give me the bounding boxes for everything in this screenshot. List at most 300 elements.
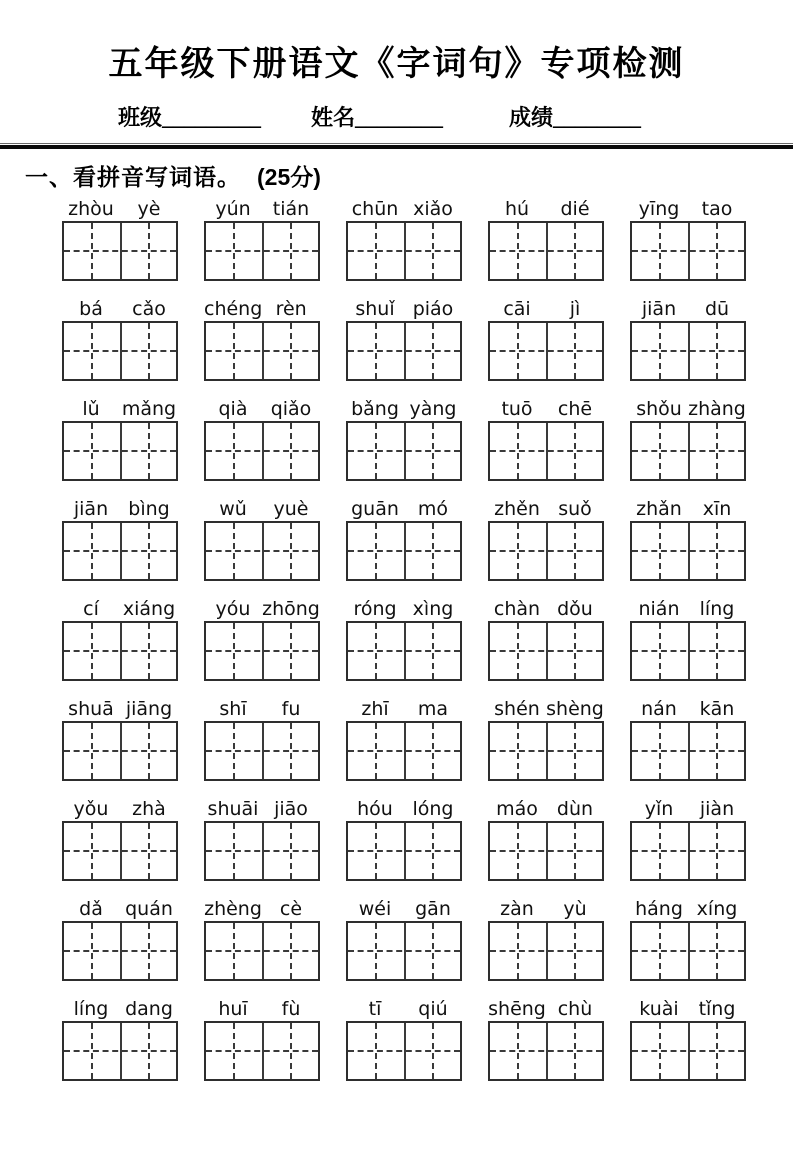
pinyin-word-group <box>62 195 178 281</box>
writing-box <box>488 721 604 781</box>
writing-cell <box>546 423 602 479</box>
pinyin-word-group <box>62 895 178 981</box>
pinyin-syllable: lǔ <box>82 398 100 420</box>
pinyin-syllable: qiǎo <box>270 398 312 420</box>
pinyin-syllable: chē <box>557 398 593 420</box>
writing-box <box>488 421 604 481</box>
pinyin-syllable: hóu <box>357 798 393 820</box>
word-row <box>0 195 793 281</box>
pinyin-syllable: dū <box>704 298 730 320</box>
pinyin-word <box>488 995 604 1021</box>
writing-cell <box>348 323 404 379</box>
pinyin-syllable: máo <box>496 798 538 820</box>
writing-box <box>488 821 604 881</box>
writing-cell <box>546 1023 602 1079</box>
writing-cell <box>120 723 176 779</box>
writing-cell <box>688 623 744 679</box>
section-points: (25分) <box>257 164 321 190</box>
writing-box <box>346 621 462 681</box>
pinyin-word-group <box>62 795 178 881</box>
pinyin-syllable: yīng <box>638 198 680 220</box>
worksheet-page <box>0 36 793 1158</box>
word-row <box>0 895 793 981</box>
header-fields <box>0 101 793 132</box>
pinyin-word-group <box>204 695 320 781</box>
pinyin-syllable: xiáng <box>122 598 176 620</box>
word-row <box>0 795 793 881</box>
pinyin-word-group <box>488 495 604 581</box>
writing-box <box>488 921 604 981</box>
writing-cell <box>546 323 602 379</box>
pinyin-syllable: huī <box>218 998 248 1020</box>
writing-cell <box>490 323 546 379</box>
word-row <box>0 495 793 581</box>
pinyin-word-group <box>204 395 320 481</box>
pinyin-word <box>204 495 320 521</box>
pinyin-word <box>488 195 604 221</box>
pinyin-syllable: jì <box>569 298 581 320</box>
writing-cell <box>120 823 176 879</box>
pinyin-syllable: fù <box>281 998 301 1020</box>
writing-cell <box>262 823 318 879</box>
writing-cell <box>632 523 688 579</box>
writing-box <box>630 221 746 281</box>
writing-box <box>204 321 320 381</box>
class-label: 班级 <box>118 105 163 130</box>
pinyin-syllable: chéng <box>204 298 263 320</box>
pinyin-syllable: jiāng <box>125 698 173 720</box>
pinyin-syllable: qiú <box>418 998 448 1020</box>
writing-cell <box>206 423 262 479</box>
pinyin-syllable: mó <box>417 498 449 520</box>
pinyin-syllable: róng <box>353 598 397 620</box>
pinyin-syllable: shēng <box>488 998 546 1020</box>
pinyin-syllable: háng <box>635 898 683 920</box>
writing-box <box>346 921 462 981</box>
pinyin-word-group <box>204 595 320 681</box>
pinyin-word-group <box>204 195 320 281</box>
writing-box <box>204 721 320 781</box>
name-label: 姓名 <box>311 105 356 130</box>
pinyin-word <box>62 795 178 821</box>
pinyin-syllable: chūn <box>351 198 399 220</box>
pinyin-syllable: mǎng <box>121 398 177 420</box>
pinyin-word <box>346 495 462 521</box>
pinyin-syllable: xīn <box>702 498 732 520</box>
pinyin-syllable: yún <box>215 198 251 220</box>
writing-cell <box>546 223 602 279</box>
writing-cell <box>632 823 688 879</box>
pinyin-syllable: jiān <box>73 498 109 520</box>
writing-box <box>488 321 604 381</box>
pinyin-syllable: cè <box>279 898 303 920</box>
pinyin-word <box>62 395 178 421</box>
pinyin-syllable: fu <box>281 698 301 720</box>
pinyin-syllable: yù <box>563 898 587 920</box>
pinyin-word <box>204 695 320 721</box>
pinyin-word-group <box>62 495 178 581</box>
writing-cell <box>348 523 404 579</box>
pinyin-word <box>346 595 462 621</box>
pinyin-word <box>346 695 462 721</box>
writing-cell <box>632 323 688 379</box>
writing-cell <box>348 823 404 879</box>
score-label: 成绩 <box>509 105 554 130</box>
pinyin-syllable: bá <box>79 298 103 320</box>
pinyin-syllable: tǐng <box>698 998 736 1020</box>
pinyin-word-group <box>630 995 746 1081</box>
pinyin-word <box>62 895 178 921</box>
writing-cell <box>64 923 120 979</box>
writing-cell <box>404 723 460 779</box>
writing-box <box>630 321 746 381</box>
writing-box <box>62 421 178 481</box>
writing-cell <box>262 423 318 479</box>
pinyin-word-group <box>488 595 604 681</box>
writing-cell <box>64 623 120 679</box>
writing-cell <box>632 623 688 679</box>
writing-box <box>204 521 320 581</box>
word-row <box>0 595 793 681</box>
pinyin-syllable: cāi <box>503 298 531 320</box>
pinyin-word-group <box>62 995 178 1081</box>
writing-box <box>204 821 320 881</box>
writing-box <box>346 721 462 781</box>
pinyin-syllable: xíng <box>696 898 738 920</box>
writing-box <box>204 421 320 481</box>
pinyin-syllable: zhèng <box>204 898 262 920</box>
pinyin-word-group <box>488 895 604 981</box>
writing-cell <box>404 623 460 679</box>
writing-cell <box>206 223 262 279</box>
pinyin-syllable: qià <box>218 398 248 420</box>
writing-box <box>630 721 746 781</box>
writing-box <box>346 1021 462 1081</box>
writing-cell <box>404 423 460 479</box>
writing-box <box>62 921 178 981</box>
pinyin-word-group <box>630 195 746 281</box>
pinyin-syllable: wǔ <box>219 498 247 520</box>
writing-cell <box>546 623 602 679</box>
pinyin-syllable: suǒ <box>558 498 592 520</box>
writing-box <box>204 221 320 281</box>
writing-cell <box>546 923 602 979</box>
pinyin-word <box>346 295 462 321</box>
header-divider-rule <box>0 143 793 150</box>
class-field <box>118 101 261 132</box>
pinyin-syllable: dang <box>125 998 173 1020</box>
section-heading <box>0 159 793 192</box>
pinyin-syllable: ma <box>417 698 449 720</box>
pinyin-word-group <box>204 295 320 381</box>
pinyin-word-group <box>346 495 462 581</box>
pinyin-word-group <box>204 895 320 981</box>
writing-cell <box>64 723 120 779</box>
writing-cell <box>206 523 262 579</box>
pinyin-syllable: zhǎn <box>636 498 682 520</box>
pinyin-word-group <box>62 595 178 681</box>
pinyin-word <box>488 795 604 821</box>
pinyin-word-group <box>630 595 746 681</box>
writing-cell <box>490 723 546 779</box>
writing-cell <box>206 323 262 379</box>
pinyin-word-group <box>62 395 178 481</box>
word-row <box>0 295 793 381</box>
pinyin-syllable: rèn <box>275 298 307 320</box>
pinyin-syllable: dǎ <box>79 898 103 920</box>
writing-cell <box>120 1023 176 1079</box>
writing-cell <box>206 623 262 679</box>
pinyin-word <box>488 295 604 321</box>
pinyin-syllable: jiàn <box>699 798 735 820</box>
writing-cell <box>262 623 318 679</box>
pinyin-syllable: líng <box>699 598 735 620</box>
writing-cell <box>688 223 744 279</box>
pinyin-word <box>62 995 178 1021</box>
pinyin-syllable: shǒu <box>636 398 682 420</box>
pinyin-word <box>204 195 320 221</box>
pinyin-syllable: yàng <box>409 398 457 420</box>
writing-cell <box>404 523 460 579</box>
pinyin-syllable: hú <box>504 198 530 220</box>
pinyin-syllable: tuō <box>501 398 533 420</box>
pinyin-syllable: wéi <box>358 898 392 920</box>
pinyin-word <box>488 495 604 521</box>
pinyin-syllable: zàn <box>500 898 534 920</box>
pinyin-word <box>62 695 178 721</box>
pinyin-word <box>346 395 462 421</box>
pinyin-word <box>630 995 746 1021</box>
writing-box <box>630 521 746 581</box>
pinyin-syllable: zhěn <box>494 498 540 520</box>
pinyin-word-group <box>488 995 604 1081</box>
pinyin-syllable: cǎo <box>132 298 166 320</box>
pinyin-syllable: yóu <box>215 598 251 620</box>
pinyin-syllable: xiǎo <box>413 198 453 220</box>
writing-cell <box>206 823 262 879</box>
pinyin-word-group <box>488 195 604 281</box>
writing-cell <box>64 323 120 379</box>
pinyin-syllable: shuā <box>68 698 114 720</box>
pinyin-word <box>630 195 746 221</box>
pinyin-word-group <box>62 695 178 781</box>
pinyin-word <box>204 395 320 421</box>
pinyin-syllable: chù <box>557 998 593 1020</box>
writing-cell <box>64 423 120 479</box>
section-heading-text: 一、看拼音写词语。 <box>25 164 241 190</box>
writing-cell <box>262 1023 318 1079</box>
writing-cell <box>262 523 318 579</box>
writing-cell <box>262 223 318 279</box>
pinyin-word <box>630 895 746 921</box>
word-row <box>0 395 793 481</box>
writing-cell <box>490 823 546 879</box>
writing-cell <box>490 623 546 679</box>
writing-box <box>62 721 178 781</box>
pinyin-word-group <box>204 495 320 581</box>
writing-box <box>630 1021 746 1081</box>
writing-cell <box>490 223 546 279</box>
writing-cell <box>404 323 460 379</box>
pinyin-word-group <box>346 995 462 1081</box>
pinyin-word <box>488 595 604 621</box>
pinyin-syllable: tī <box>368 998 382 1020</box>
pinyin-syllable: gān <box>415 898 451 920</box>
pinyin-word <box>630 395 746 421</box>
pinyin-syllable: yǒu <box>73 798 109 820</box>
writing-box <box>62 1021 178 1081</box>
pinyin-word <box>62 495 178 521</box>
pinyin-word-group <box>346 795 462 881</box>
pinyin-word-group <box>204 795 320 881</box>
pinyin-syllable: dié <box>560 198 590 220</box>
writing-box <box>62 221 178 281</box>
class-blank-line: _________ <box>162 105 262 130</box>
writing-box <box>488 621 604 681</box>
pinyin-word <box>488 395 604 421</box>
writing-cell <box>348 623 404 679</box>
pinyin-word-group <box>346 195 462 281</box>
writing-cell <box>688 523 744 579</box>
pinyin-word <box>346 795 462 821</box>
writing-box <box>346 421 462 481</box>
pinyin-syllable: tao <box>701 198 733 220</box>
pinyin-word-group <box>346 695 462 781</box>
writing-cell <box>262 723 318 779</box>
pinyin-syllable: chàn <box>493 598 541 620</box>
writing-cell <box>546 723 602 779</box>
pinyin-word <box>346 895 462 921</box>
pinyin-word-grid <box>0 195 793 1081</box>
writing-cell <box>632 423 688 479</box>
pinyin-syllable: zhàng <box>688 398 746 420</box>
pinyin-syllable: zhòu <box>68 198 114 220</box>
writing-cell <box>688 323 744 379</box>
pinyin-word-group <box>488 295 604 381</box>
score-blank-line: ________ <box>553 105 642 130</box>
writing-cell <box>688 423 744 479</box>
writing-cell <box>64 223 120 279</box>
pinyin-word-group <box>346 895 462 981</box>
pinyin-word-group <box>488 695 604 781</box>
writing-cell <box>64 823 120 879</box>
writing-cell <box>490 423 546 479</box>
pinyin-syllable: bǎng <box>351 398 399 420</box>
writing-cell <box>120 323 176 379</box>
pinyin-syllable: zhī <box>361 698 389 720</box>
score-field <box>509 101 641 132</box>
writing-cell <box>404 223 460 279</box>
writing-cell <box>120 623 176 679</box>
pinyin-word-group <box>630 895 746 981</box>
writing-cell <box>688 823 744 879</box>
writing-box <box>488 521 604 581</box>
pinyin-word <box>204 895 320 921</box>
pinyin-syllable: yuè <box>273 498 309 520</box>
writing-cell <box>348 423 404 479</box>
writing-cell <box>688 723 744 779</box>
pinyin-syllable: líng <box>73 998 109 1020</box>
pinyin-syllable: cí <box>83 598 99 620</box>
writing-box <box>62 321 178 381</box>
pinyin-word-group <box>346 395 462 481</box>
writing-cell <box>632 223 688 279</box>
writing-cell <box>490 1023 546 1079</box>
pinyin-syllable: lóng <box>412 798 454 820</box>
writing-cell <box>206 723 262 779</box>
pinyin-syllable: dǒu <box>557 598 593 620</box>
writing-box <box>346 821 462 881</box>
writing-box <box>630 921 746 981</box>
writing-cell <box>262 323 318 379</box>
writing-box <box>204 1021 320 1081</box>
pinyin-syllable: zhōng <box>262 598 320 620</box>
pinyin-syllable: bìng <box>128 498 170 520</box>
word-row <box>0 695 793 781</box>
pinyin-word-group <box>346 595 462 681</box>
pinyin-syllable: piáo <box>412 298 454 320</box>
pinyin-syllable: nián <box>638 598 680 620</box>
pinyin-word-group <box>488 795 604 881</box>
writing-cell <box>404 1023 460 1079</box>
pinyin-word-group <box>346 295 462 381</box>
pinyin-word <box>488 895 604 921</box>
pinyin-syllable: zhà <box>132 798 166 820</box>
pinyin-syllable: yè <box>137 198 161 220</box>
pinyin-syllable: jiān <box>641 298 677 320</box>
writing-cell <box>546 823 602 879</box>
writing-box <box>630 821 746 881</box>
writing-box <box>62 521 178 581</box>
writing-cell <box>120 423 176 479</box>
writing-cell <box>404 923 460 979</box>
pinyin-word <box>346 995 462 1021</box>
pinyin-syllable: nán <box>641 698 677 720</box>
pinyin-word-group <box>630 495 746 581</box>
writing-cell <box>348 923 404 979</box>
writing-cell <box>490 923 546 979</box>
pinyin-word-group <box>630 295 746 381</box>
pinyin-word-group <box>630 695 746 781</box>
pinyin-word-group <box>488 395 604 481</box>
pinyin-word <box>204 995 320 1021</box>
pinyin-word <box>630 795 746 821</box>
writing-cell <box>206 923 262 979</box>
writing-box <box>346 321 462 381</box>
name-blank-line: ________ <box>355 105 444 130</box>
pinyin-word <box>204 795 320 821</box>
writing-box <box>346 521 462 581</box>
pinyin-syllable: kuài <box>639 998 679 1020</box>
writing-cell <box>348 223 404 279</box>
writing-cell <box>120 223 176 279</box>
writing-box <box>630 621 746 681</box>
pinyin-word <box>62 595 178 621</box>
pinyin-word <box>204 595 320 621</box>
writing-box <box>488 1021 604 1081</box>
pinyin-word <box>62 295 178 321</box>
page-title: 五年级下册语文《字词句》专项检测 <box>108 46 685 83</box>
pinyin-syllable: yǐn <box>644 798 674 820</box>
pinyin-word <box>204 295 320 321</box>
writing-cell <box>490 523 546 579</box>
writing-box <box>346 221 462 281</box>
writing-box <box>204 621 320 681</box>
writing-cell <box>632 723 688 779</box>
writing-box <box>488 221 604 281</box>
pinyin-syllable: shī <box>219 698 247 720</box>
writing-box <box>62 821 178 881</box>
